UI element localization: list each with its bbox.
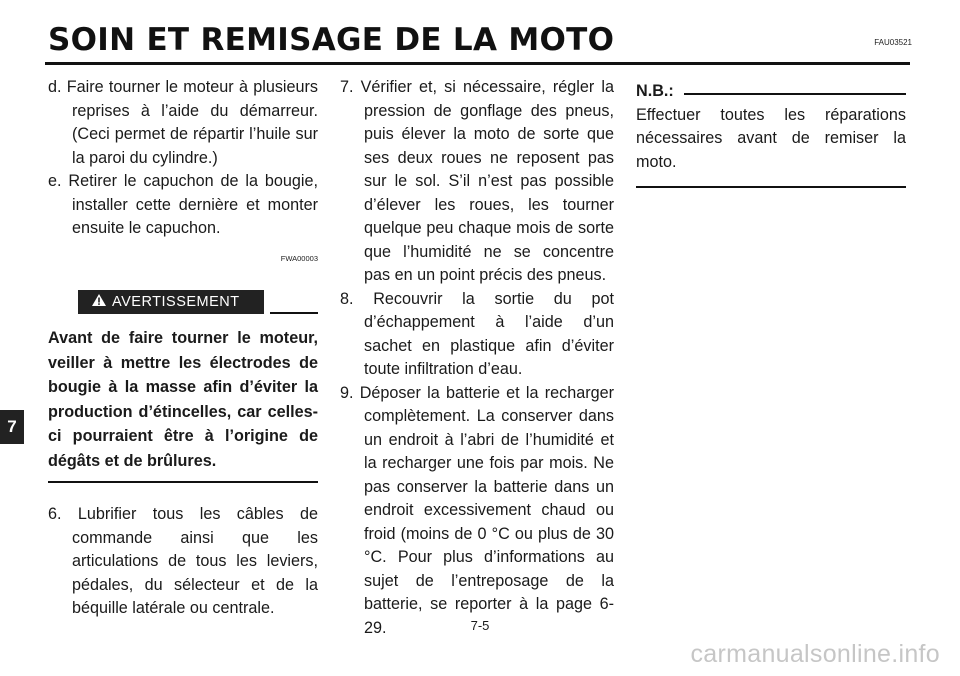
warning-text: Avant de faire tourner le moteur, veiller à mettre les électrodes de bougie à la masse afin d’éviter la production d’étincelles, car celles-ci pourraient être à l’origine de dégâts et de brûlures. xyxy=(48,329,318,470)
watermark[interactable]: carmanualsonline.info xyxy=(690,640,940,668)
section-code: FAU03521 xyxy=(874,38,912,47)
warning-code: FWA00003 xyxy=(280,253,318,263)
step-9: 9. Déposer la batterie et la recharger complètement. La conserver dans un endroit à l’abri de l’humidité et la recharger une fois par mois. Ne pas conserver la batterie dans un endroit excessivement chaud ou froid (moins de 0 °C ou plus de 30 °C. Pour plus d’informations au sujet de l’entreposage de la batterie, se reporter à la page 6-29. xyxy=(340,383,614,637)
header-rule xyxy=(45,62,910,65)
step-d: d. Faire tourner le moteur à plusieurs reprises à l’aide du démarreur. (Ceci permet de répartir l’huile sur la paroi du cylindre.) xyxy=(48,78,318,167)
nb-header xyxy=(636,80,906,104)
column-middle xyxy=(340,76,614,640)
warning-triangle-icon xyxy=(92,290,106,314)
column-left xyxy=(48,76,318,621)
warning-end-rule xyxy=(48,481,318,483)
warning-header-rule xyxy=(270,312,318,314)
nb-text: Effectuer toutes les réparations nécessaires avant de remiser la moto. xyxy=(636,105,906,171)
page-number: 7-5 xyxy=(470,618,490,633)
nb-end-rule xyxy=(636,186,906,188)
warning-label: AVERTISSEMENT xyxy=(112,294,240,310)
warning-header xyxy=(48,290,318,316)
step-8: 8. Recouvrir la sortie du pot d’échappement à l’aide d’un sachet en plastique afin d’éviter toute infiltration d’eau. xyxy=(340,289,614,378)
step-7: 7. Vérifier et, si nécessaire, régler la pression de gonflage des pneus, puis élever la moto de sorte que ses deux roues ne reposent pas sur le sol. S’il n’est pas possible d’élever les roues, les tourner quelque peu chaque mois de sorte que l’humidité ne se concentre pas en un point précis des pneus. xyxy=(340,78,614,284)
chapter-tab: 7 xyxy=(0,410,24,444)
column-right xyxy=(636,76,906,188)
nb-header-rule xyxy=(684,93,906,95)
warning-badge xyxy=(78,290,264,314)
step-e: e. Retirer le capuchon de la bougie, installer cette dernière et monter ensuite le capuchon. xyxy=(48,172,318,237)
step-6: 6. Lubrifier tous les câbles de commande ainsi que les articulations de tous les leviers, pédales, du sélecteur et de la béquille latérale ou centrale. xyxy=(48,505,318,617)
nb-label: N.B.: xyxy=(636,82,674,100)
page-title: SOIN ET REMISAGE DE LA MOTO xyxy=(48,22,615,58)
